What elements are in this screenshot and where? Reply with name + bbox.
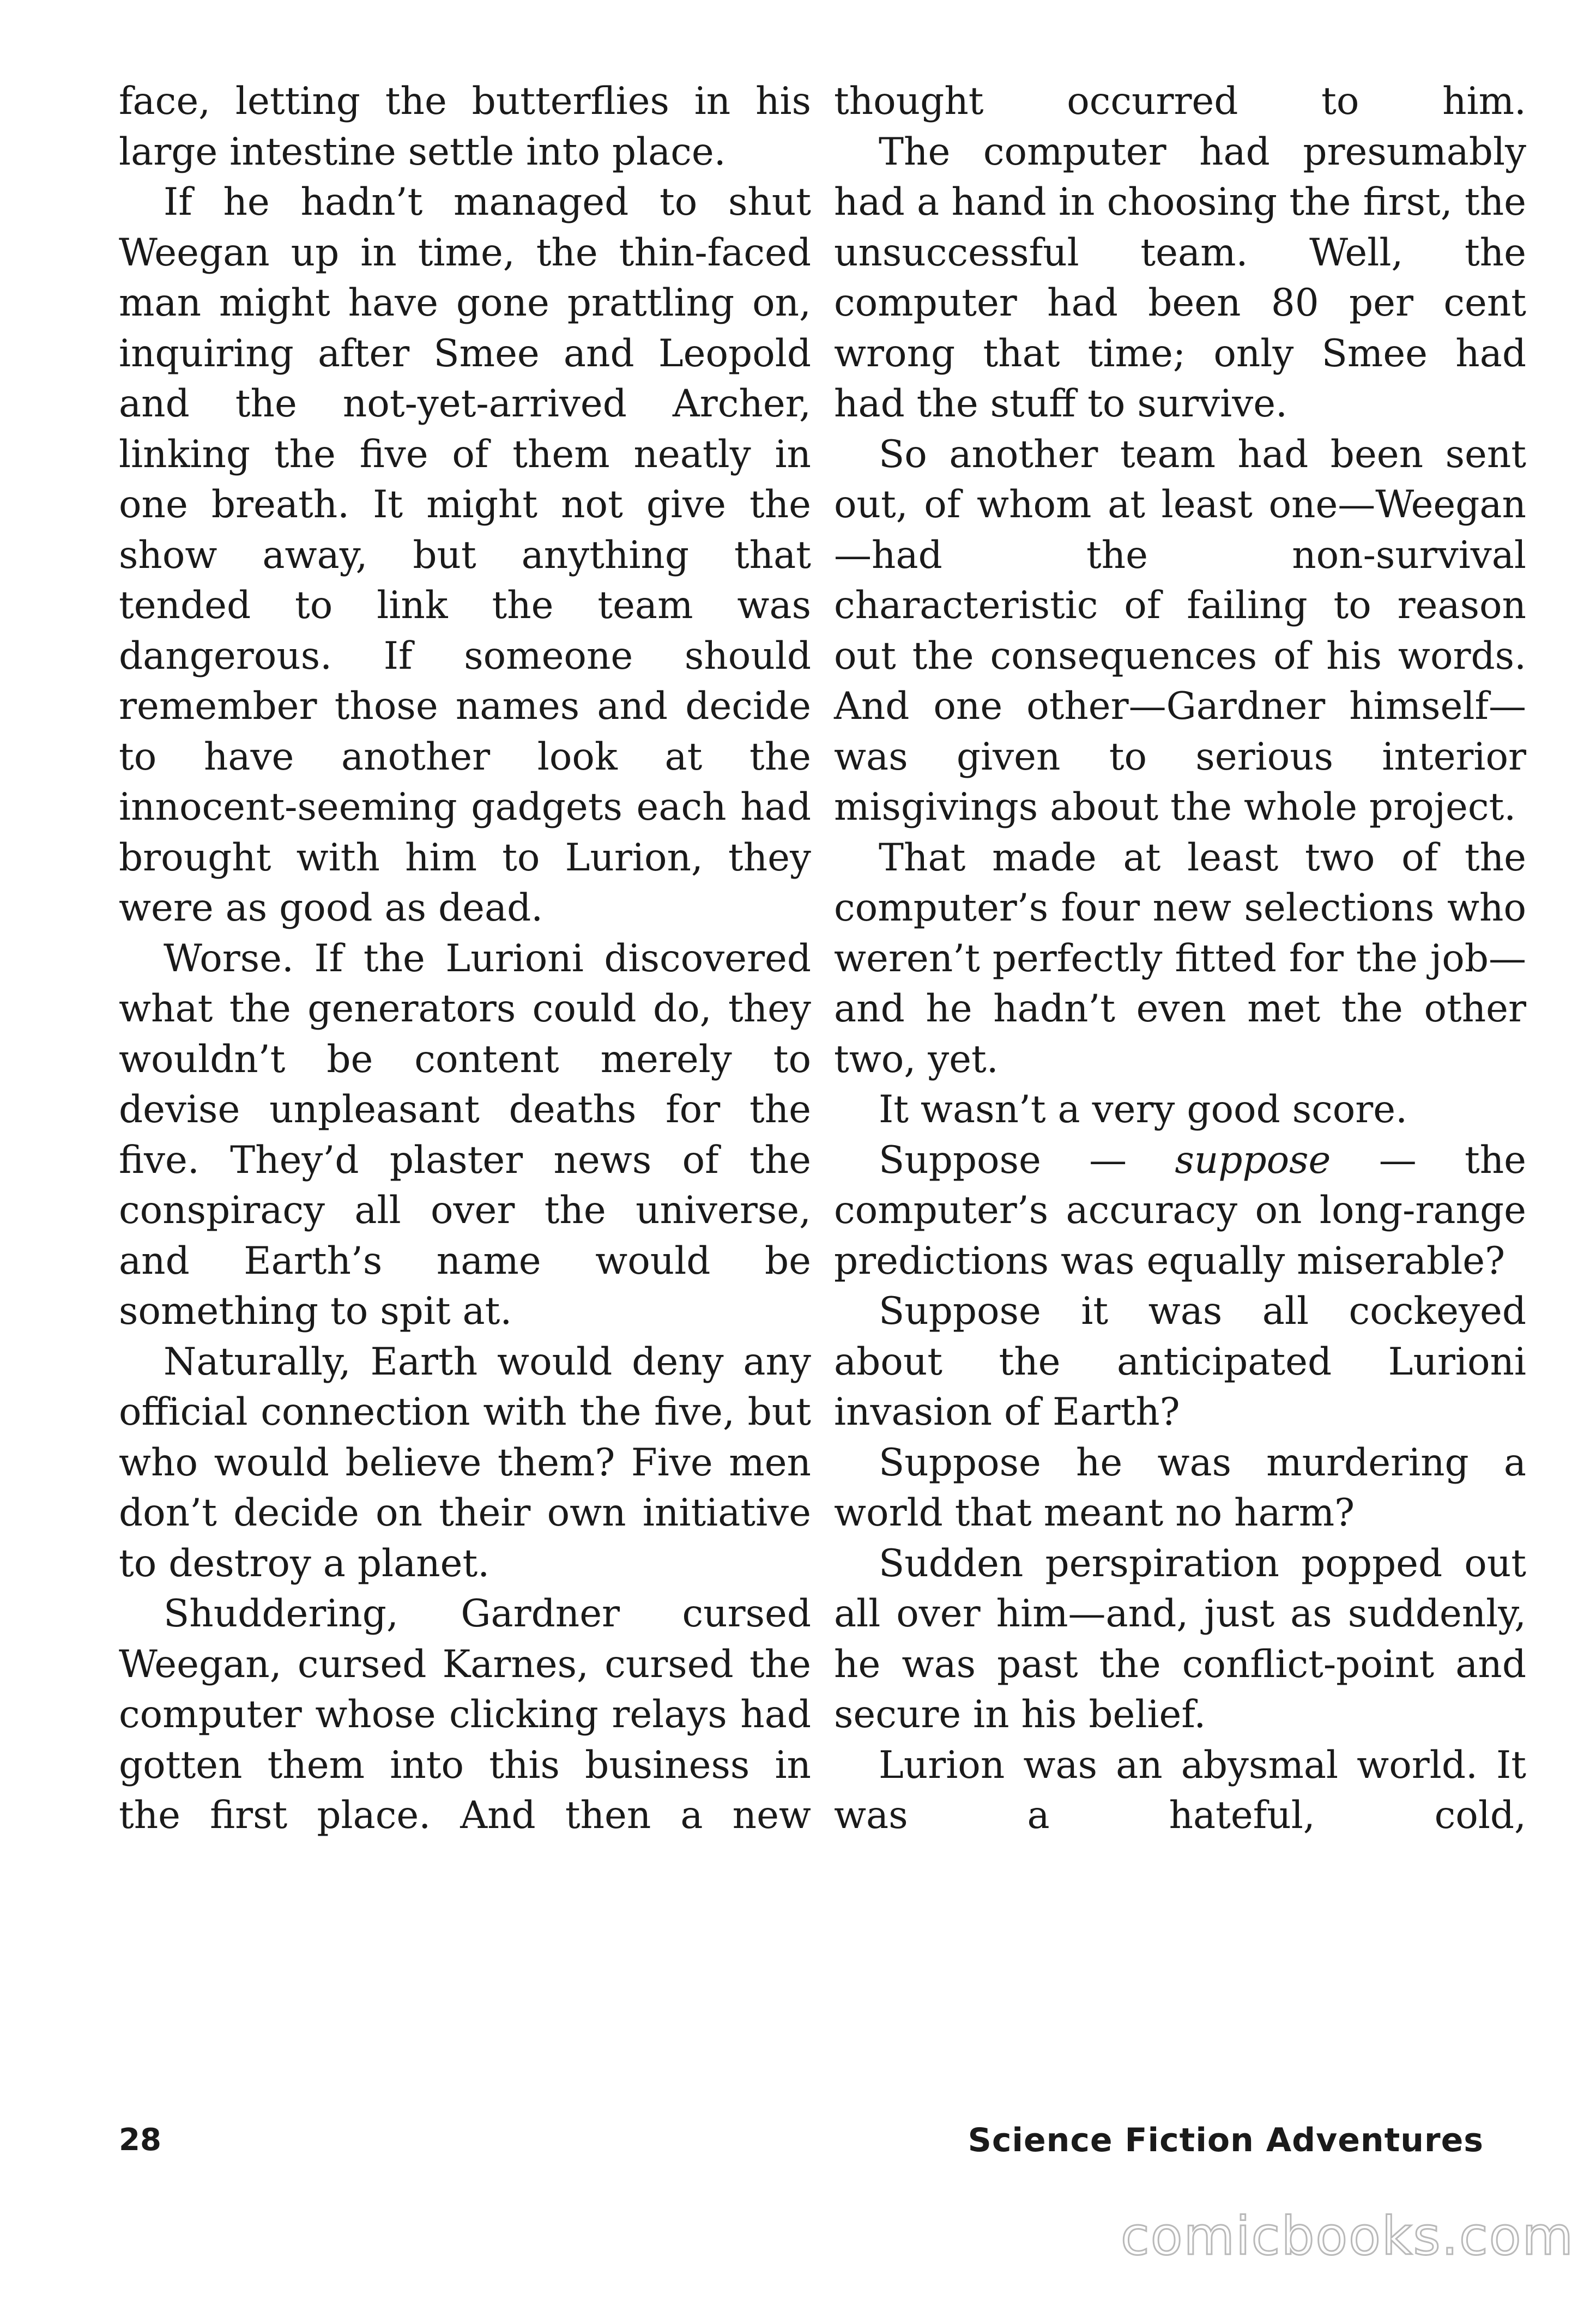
paragraph: Sudden perspiration popped out all over him—and, just as suddenly, he was past the conflict-point and secure in his belief. xyxy=(834,1541,1526,1736)
watermark-text: comicbooks.com xyxy=(1120,2206,1574,2267)
left-text-column xyxy=(119,76,811,1841)
paragraph xyxy=(834,1135,1526,1287)
paragraph-text: Suppose — xyxy=(879,1138,1175,1182)
paragraph: Suppose it was all cockeyed about the anticipated Lurioni invasion of Earth? xyxy=(834,1290,1526,1434)
right-text-column xyxy=(834,76,1526,1841)
paragraph-text: — the computer’s accuracy on long-range predictions was equally miserable? xyxy=(834,1138,1526,1283)
paragraph: If he hadn’t managed to shut Weegan up in time, the thin-faced man might have gone prattling on, inquiring after Smee and Leopold and the not-yet-arrived Archer, linking the five of them neatly in one breath. It might not give the show away, but anything that tended to link the team was dangerous. If someone should remember those names and decide to have another look at the innocent-seeming gadgets each had brought with him to Lurion, they were as good as dead. xyxy=(119,180,811,930)
paragraph: That made at least two of the computer’s four new selections who weren’t perfectly fitted for the job—and he hadn’t even met the other two, yet. xyxy=(834,836,1526,1081)
magazine-title: Science Fiction Adventures xyxy=(968,2121,1484,2159)
italic-emphasis: suppose xyxy=(1175,1138,1331,1182)
paragraph: It wasn’t a very good score. xyxy=(879,1088,1408,1131)
paragraph: Worse. If the Lurioni discovered what the generators could do, they wouldn’t be content merely to devise unpleasant deaths for the five. They’d plaster news of the conspiracy all over the universe, and Earth’s name would be something to spit at. xyxy=(119,936,811,1333)
paragraph: face, letting the butterflies in his large intestine settle into place. xyxy=(119,80,811,174)
page-number: 28 xyxy=(119,2122,161,2158)
paragraph: So another team had been sent out, of whom at least one—Weegan—had the non-survival characteristic of failing to reason out the consequences of his words. And one other—Gardner himself—was given to serious interior misgivings about the whole project. xyxy=(834,432,1526,829)
paragraph: The computer had presumably had a hand in choosing the first, the unsuccessful team. Well, the computer had been 80 per cent wrong that time; only Smee had had the stuff to survive. xyxy=(834,130,1526,426)
paragraph: Naturally, Earth would deny any official connection with the five, but who would believe them? Five men don’t decide on their own initiative to destroy a planet. xyxy=(119,1340,811,1585)
paragraph: Lurion was an abysmal world. It was a hateful, cold, xyxy=(834,1743,1526,1837)
paragraph: Suppose he was murdering a world that meant no harm? xyxy=(834,1440,1526,1535)
paragraph: Shuddering, Gardner cursed Weegan, cursed Karnes, cursed the computer whose clicking relays had gotten them into this business in the first place. And then a new xyxy=(119,1592,811,1837)
paragraph: thought occurred to him. xyxy=(834,80,1526,123)
